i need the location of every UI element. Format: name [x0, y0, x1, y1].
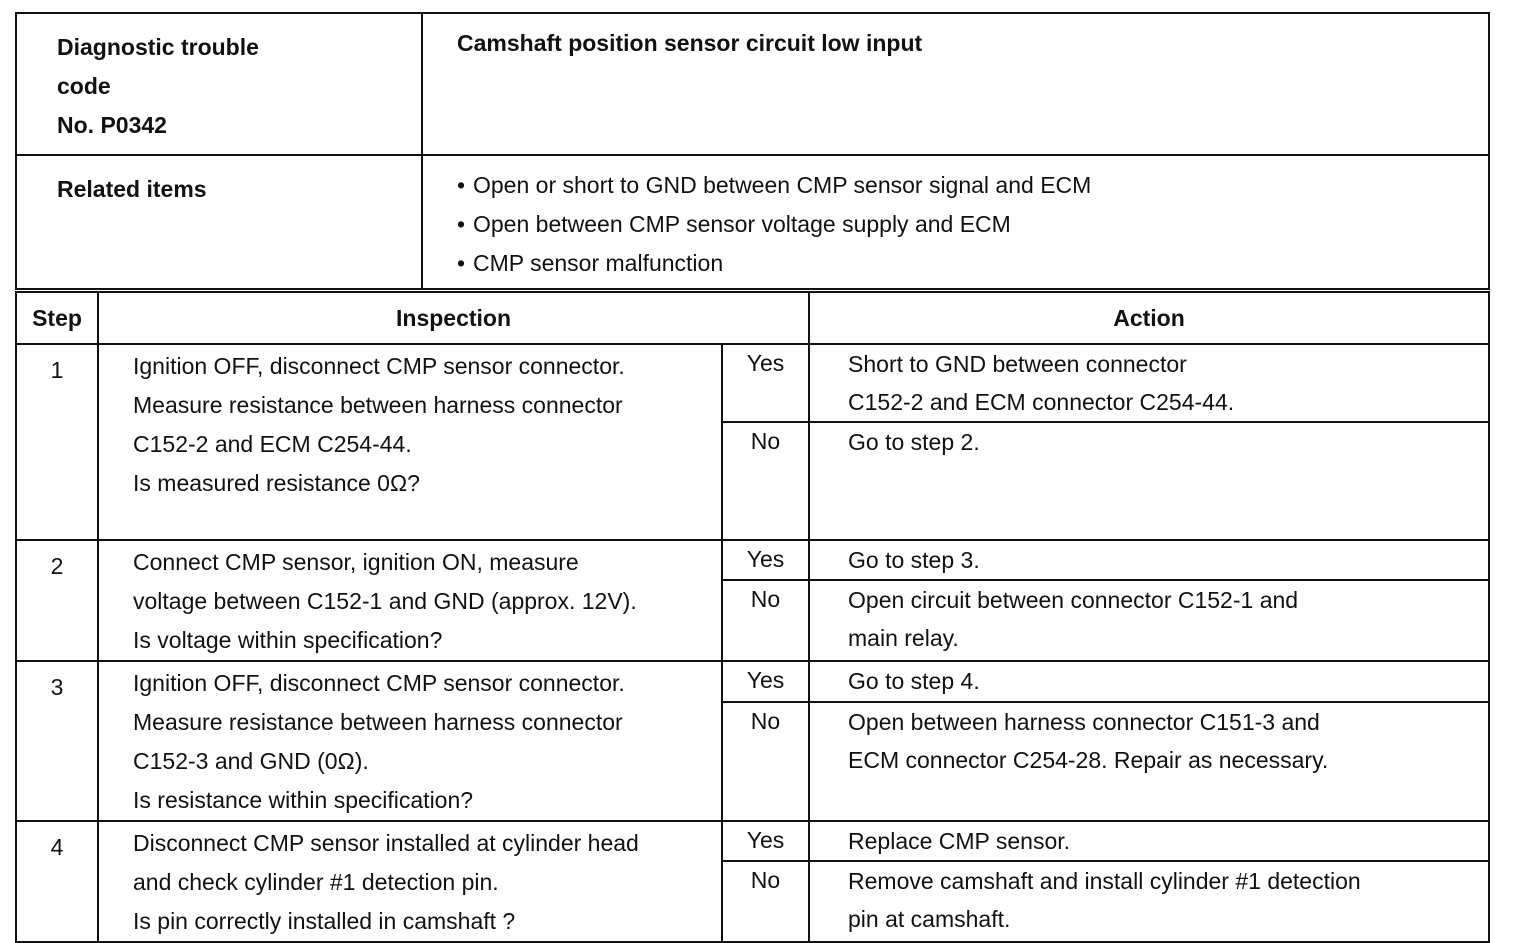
action-line: pin at camshaft. — [848, 906, 1011, 933]
related-items-list — [457, 166, 1488, 283]
action-line: C152-2 and ECM connector C254-44. — [848, 389, 1235, 415]
inspection-line: and check cylinder #1 detection pin. — [133, 869, 499, 895]
inspection-cell — [98, 661, 722, 821]
related-item-text: Open or short to GND between CMP sensor signal and ECM — [473, 172, 1092, 198]
bullet-icon: • — [457, 211, 466, 237]
inspection-line: Ignition OFF, disconnect CMP sensor connector. — [133, 353, 625, 379]
dtc-description-cell — [422, 13, 1489, 155]
inspection-line: Is resistance within specification? — [133, 787, 474, 813]
column-header-inspection: Inspection — [98, 292, 809, 344]
bullet-icon: • — [457, 172, 466, 198]
no-label: No — [722, 422, 809, 540]
related-label-cell — [16, 155, 422, 289]
no-label: No — [722, 580, 809, 661]
yes-action-cell — [809, 344, 1489, 422]
action-line: Open between harness connector C151-3 and — [848, 708, 1320, 735]
action-line: Short to GND between connector — [848, 351, 1187, 377]
list-item — [457, 166, 1488, 205]
no-action-cell — [809, 861, 1489, 942]
action-line: ECM connector C254-28. Repair as necessary. — [848, 746, 1329, 773]
inspection-line: Measure resistance between harness connector — [133, 392, 623, 418]
action-line: Replace CMP sensor. — [848, 828, 1071, 854]
list-item — [457, 244, 1488, 283]
no-action-cell — [809, 702, 1489, 822]
inspection-cell — [98, 821, 722, 942]
inspection-line: Measure resistance between harness connector — [133, 709, 623, 735]
yes-label: Yes — [722, 344, 809, 422]
inspection-line: Disconnect CMP sensor installed at cylinder head — [133, 830, 639, 856]
action-line: Open circuit between connector C152-1 and — [848, 587, 1299, 614]
inspection-steps-table — [15, 291, 1490, 943]
action-line: Go to step 2. — [848, 429, 980, 455]
table-row — [16, 661, 1489, 702]
inspection-line: Connect CMP sensor, ignition ON, measure — [133, 549, 579, 575]
dtc-row — [16, 13, 1489, 155]
no-label: No — [722, 702, 809, 822]
step-number: 2 — [16, 540, 98, 661]
no-action-cell — [809, 580, 1489, 661]
inspection-cell — [98, 344, 722, 540]
yes-label: Yes — [722, 540, 809, 580]
step-number: 3 — [16, 661, 98, 821]
related-item-text: CMP sensor malfunction — [473, 250, 724, 276]
related-items-cell — [422, 155, 1489, 289]
yes-action-cell — [809, 661, 1489, 702]
inspection-line: Is voltage within specification? — [133, 627, 443, 653]
inspection-cell — [98, 540, 722, 661]
column-header-step: Step — [16, 292, 98, 344]
dtc-label-line: Diagnostic trouble — [57, 34, 259, 60]
no-action-cell — [809, 422, 1489, 540]
step-number: 4 — [16, 821, 98, 942]
table-row — [16, 540, 1489, 580]
related-label: Related items — [57, 176, 207, 202]
dtc-label-line: No. P0342 — [57, 112, 167, 138]
dtc-description: Camshaft position sensor circuit low input — [457, 30, 923, 56]
action-line: Go to step 3. — [848, 547, 980, 573]
action-line: main relay. — [848, 625, 959, 652]
yes-label: Yes — [722, 821, 809, 861]
table-row — [16, 821, 1489, 861]
yes-action-cell — [809, 821, 1489, 861]
dtc-label-cell — [16, 13, 422, 155]
bullet-icon: • — [457, 250, 466, 276]
inspection-line: voltage between C152-1 and GND (approx. 12V). — [133, 588, 637, 614]
inspection-line: C152-3 and GND (0Ω). — [133, 748, 369, 774]
table-row — [16, 344, 1489, 422]
dtc-label-line: code — [57, 73, 111, 99]
dtc-header-table — [15, 12, 1490, 290]
yes-action-cell — [809, 540, 1489, 580]
related-items-row — [16, 155, 1489, 289]
column-header-action: Action — [809, 292, 1489, 344]
inspection-line: C152-2 and ECM C254-44. — [133, 431, 412, 457]
step-number: 1 — [16, 344, 98, 540]
inspection-line: Is measured resistance 0Ω? — [133, 470, 420, 496]
action-line: Go to step 4. — [848, 668, 980, 694]
action-line: Remove camshaft and install cylinder #1 detection — [848, 868, 1361, 895]
no-label: No — [722, 861, 809, 942]
related-item-text: Open between CMP sensor voltage supply and ECM — [473, 211, 1011, 237]
inspection-line: Is pin correctly installed in camshaft ? — [133, 908, 516, 934]
list-item — [457, 205, 1488, 244]
table-header-row — [16, 292, 1489, 344]
inspection-line: Ignition OFF, disconnect CMP sensor connector. — [133, 670, 625, 696]
yes-label: Yes — [722, 661, 809, 702]
